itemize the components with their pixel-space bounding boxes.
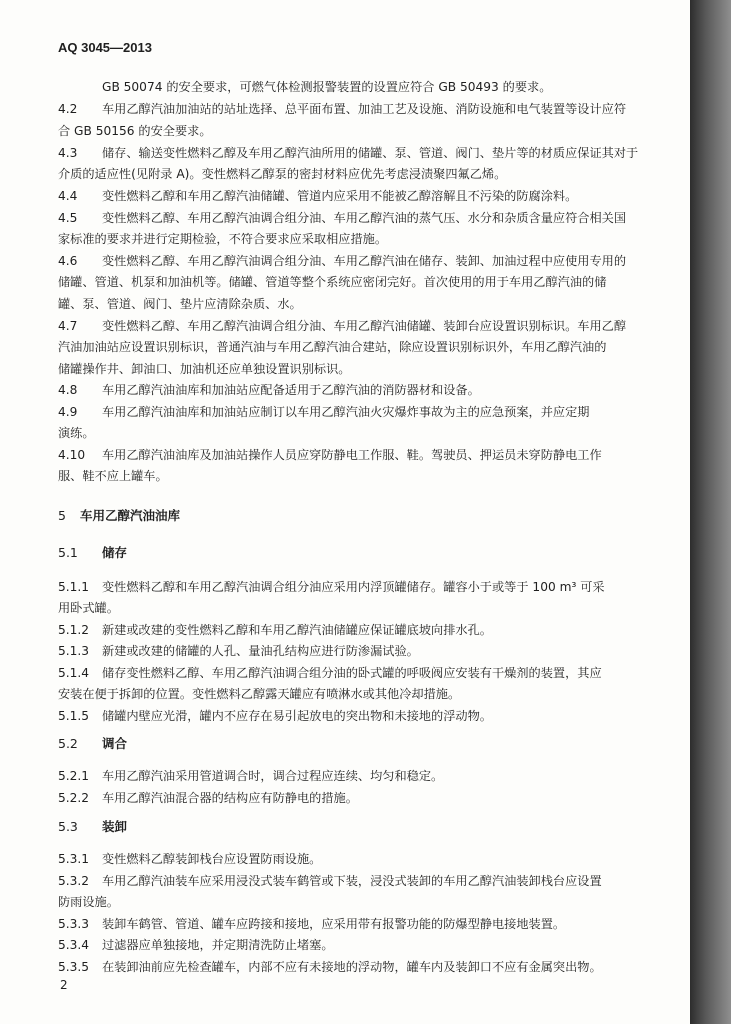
clause-text: 家标准的要求并进行定期检验，不符合要求应采取相应措施。 bbox=[58, 232, 388, 246]
clause-number: 4.6 bbox=[58, 254, 78, 268]
subsection-number: 5.1 bbox=[58, 545, 78, 560]
subsection-title: 调合 bbox=[102, 736, 128, 751]
clause-number: 4.9 bbox=[58, 405, 78, 419]
clause-number: 5.2.1 bbox=[58, 769, 90, 783]
clause-text: 用卧式罐。 bbox=[58, 601, 119, 615]
clause-text: 变性燃料乙醇、车用乙醇汽油调合组分油、车用乙醇汽油储罐、装卸台应设置识别标识。车用乙醇 bbox=[102, 319, 627, 333]
text-line bbox=[58, 894, 660, 910]
clause-text: 车用乙醇汽油采用管道调合时，调合过程应连续、均匀和稳定。 bbox=[102, 769, 444, 783]
text-line bbox=[58, 579, 660, 595]
clause-text: 安装在便于拆卸的位置。变性燃料乙醇露天罐应有喷淋水或其他冷却措施。 bbox=[58, 687, 461, 701]
subsection-title: 储存 bbox=[102, 545, 128, 560]
section-heading bbox=[58, 508, 180, 524]
subsection-heading bbox=[58, 545, 127, 561]
text-line bbox=[58, 790, 660, 806]
clause-number: 4.4 bbox=[58, 189, 78, 203]
text-line bbox=[58, 318, 660, 334]
clause-text: 储存变性燃料乙醇、车用乙醇汽油调合组分油的卧式罐的呼吸阀应安装有干燥剂的装置，其应 bbox=[102, 666, 602, 680]
text-line bbox=[58, 468, 660, 484]
clause-text: 变性燃料乙醇、车用乙醇汽油调合组分油、车用乙醇汽油的蒸气压、水分和杂质含量应符合相关国 bbox=[102, 211, 627, 225]
clause-text: 服、鞋不应上罐车。 bbox=[58, 469, 168, 483]
text-line bbox=[58, 79, 660, 95]
clause-text: 汽油加油站应设置识别标识，普通汽油与车用乙醇汽油合建站，除应设置识别标识外，车用乙醇汽油的 bbox=[58, 340, 607, 354]
clause-number: 5.3.2 bbox=[58, 874, 90, 888]
text-line bbox=[58, 361, 660, 377]
text-line bbox=[58, 708, 660, 724]
text-line bbox=[58, 274, 660, 290]
clause-number: 5.1.4 bbox=[58, 666, 90, 680]
subsection-number: 5.2 bbox=[58, 736, 78, 751]
clause-number: 5.1.2 bbox=[58, 623, 90, 637]
text-line bbox=[58, 101, 660, 117]
text-line bbox=[58, 253, 660, 269]
text-line bbox=[58, 959, 660, 975]
clause-text: 新建或改建的变性燃料乙醇和车用乙醇汽油储罐应保证罐底坡向排水孔。 bbox=[102, 623, 492, 637]
clause-number: 5.3.4 bbox=[58, 938, 90, 952]
subsection-heading bbox=[58, 736, 127, 752]
clause-text: 储罐、管道、机泵和加油机等。储罐、管道等整个系统应密闭完好。首次使用的用于车用乙醇汽油的储 bbox=[58, 275, 607, 289]
text-line bbox=[58, 166, 660, 182]
text-line bbox=[58, 851, 660, 867]
clause-text: 变性燃料乙醇和车用乙醇汽油调合组分油应采用内浮顶罐储存。罐容小于或等于 100 m³ 可采 bbox=[102, 580, 605, 594]
text-line bbox=[58, 665, 660, 681]
text-line bbox=[58, 686, 660, 702]
clause-text: 合 GB 50156 的安全要求。 bbox=[58, 124, 212, 138]
clause-text: 变性燃料乙醇、车用乙醇汽油调合组分油、车用乙醇汽油在储存、装卸、加油过程中应使用专用的 bbox=[102, 254, 627, 268]
clause-text: 防雨设施。 bbox=[58, 895, 119, 909]
clause-number: 4.5 bbox=[58, 211, 78, 225]
text-line bbox=[58, 210, 660, 226]
clause-number: 5.3.5 bbox=[58, 960, 90, 974]
clause-text: 储罐内壁应光滑，罐内不应存在易引起放电的突出物和未接地的浮动物。 bbox=[102, 709, 492, 723]
text-line bbox=[58, 768, 660, 784]
clause-text: 车用乙醇汽油混合器的结构应有防静电的措施。 bbox=[102, 791, 358, 805]
subsection-title: 装卸 bbox=[102, 819, 128, 834]
clause-text: 储存、输送变性燃料乙醇及车用乙醇汽油所用的储罐、泵、管道、阀门、垫片等的材质应保证其对于 bbox=[102, 146, 639, 160]
text-line bbox=[58, 425, 660, 441]
page-number: 2 bbox=[60, 978, 68, 992]
text-line bbox=[58, 447, 660, 463]
clause-number: 4.7 bbox=[58, 319, 78, 333]
clause-text: 车用乙醇汽油装车应采用浸没式装车鹤管或下装，浸没式装卸的车用乙醇汽油装卸栈台应设置 bbox=[102, 874, 602, 888]
text-line bbox=[58, 622, 660, 638]
text-line bbox=[58, 600, 660, 616]
clause-number: 5.3.1 bbox=[58, 852, 90, 866]
clause-number: 4.10 bbox=[58, 448, 86, 462]
clause-number: 5.3.3 bbox=[58, 917, 90, 931]
clause-text: 在装卸油前应先检查罐车，内部不应有未接地的浮动物，罐车内及装卸口不应有金属突出物。 bbox=[102, 960, 602, 974]
clause-text: 车用乙醇汽油油库和加油站应制订以车用乙醇汽油火灾爆炸事故为主的应急预案，并应定期 bbox=[102, 405, 590, 419]
clause-number: 5.1.1 bbox=[58, 580, 90, 594]
text-line bbox=[58, 404, 660, 420]
subsection-heading bbox=[58, 819, 127, 835]
text-line bbox=[58, 145, 660, 161]
clause-text: 变性燃料乙醇装卸栈台应设置防雨设施。 bbox=[102, 852, 322, 866]
text-line bbox=[58, 382, 660, 398]
clause-text: 过滤器应单独接地，并定期清洗防止堵塞。 bbox=[102, 938, 334, 952]
clause-text: 演练。 bbox=[58, 426, 95, 440]
clause-text: 介质的适应性(见附录 A)。变性燃料乙醇泵的密封材料应优先考虑浸渍聚四氟乙烯。 bbox=[58, 167, 507, 181]
text-line bbox=[58, 231, 660, 247]
clause-text: 车用乙醇汽油油库及加油站操作人员应穿防静电工作服、鞋。驾驶员、押运员未穿防静电工作 bbox=[102, 448, 602, 462]
subsection-number: 5.3 bbox=[58, 819, 78, 834]
clause-text: 新建或改建的储罐的人孔、量油孔结构应进行防渗漏试验。 bbox=[102, 644, 419, 658]
clause-number: 4.3 bbox=[58, 146, 78, 160]
section-title: 车用乙醇汽油油库 bbox=[80, 508, 181, 523]
standard-code-header: AQ 3045—2013 bbox=[58, 40, 152, 55]
text-line bbox=[58, 916, 660, 932]
clause-number: 5.2.2 bbox=[58, 791, 90, 805]
clause-number: 4.8 bbox=[58, 383, 78, 397]
text-line bbox=[58, 188, 660, 204]
clause-text: 车用乙醇汽油油库和加油站应配备适用于乙醇汽油的消防器材和设备。 bbox=[102, 383, 480, 397]
text-line bbox=[58, 873, 660, 889]
clause-number: 5.1.5 bbox=[58, 709, 90, 723]
clause-number: 5.1.3 bbox=[58, 644, 90, 658]
clause-text: 车用乙醇汽油加油站的站址选择、总平面布置、加油工艺及设施、消防设施和电气装置等设计应符 bbox=[102, 102, 627, 116]
clause-number: 4.2 bbox=[58, 102, 78, 116]
clause-text: 储罐操作井、卸油口、加油机还应单独设置识别标识。 bbox=[58, 362, 351, 376]
viewer-background-edge bbox=[690, 0, 731, 1024]
text-line bbox=[58, 123, 660, 139]
text-line bbox=[58, 339, 660, 355]
clause-text: 罐、泵、管道、阀门、垫片应清除杂质、水。 bbox=[58, 297, 302, 311]
section-number: 5 bbox=[58, 508, 66, 523]
text-line bbox=[58, 937, 660, 953]
clause-text: GB 50074 的安全要求，可燃气体检测报警装置的设置应符合 GB 50493 的要求。 bbox=[102, 80, 552, 94]
clause-text: 装卸车鹤管、管道、罐车应跨接和接地，应采用带有报警功能的防爆型静电接地装置。 bbox=[102, 917, 566, 931]
text-line bbox=[58, 296, 660, 312]
clause-text: 变性燃料乙醇和车用乙醇汽油储罐、管道内应采用不能被乙醇溶解且不污染的防腐涂料。 bbox=[102, 189, 578, 203]
text-line bbox=[58, 643, 660, 659]
